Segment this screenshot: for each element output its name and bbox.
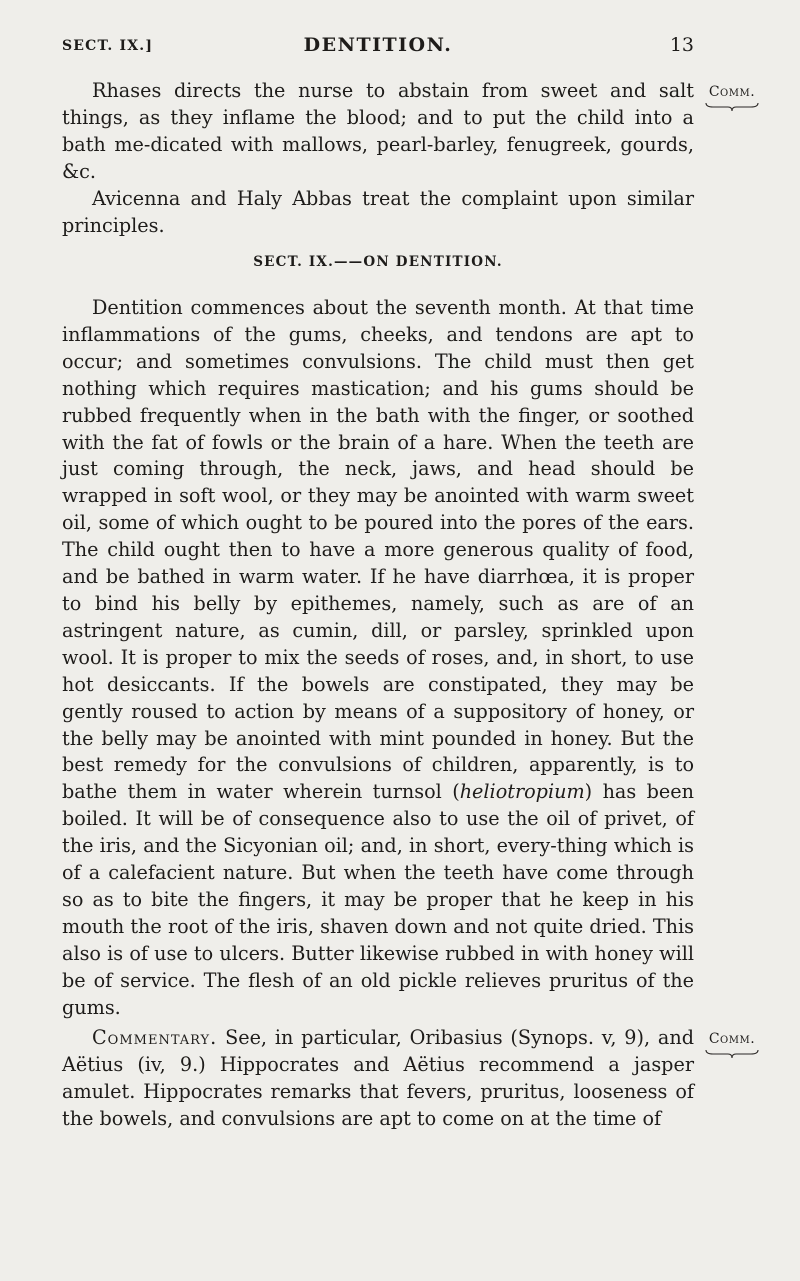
- text-span: ) has been boiled. It will be of consequence also to use the oil of privet, of the iris, and the Sicyonian oil; and, in short, every-thing which is of a calefacient nature. But when the teeth have come through so as to bite the fingers, it may be proper that he keep in his mouth the root of the iris, shaven down and not quite dried. This also is of use to ulcers. Butter likewise rubbed in with honey will be of service. The flesh of an old pickle relieves pruritus of the gums.: [62, 780, 694, 1019]
- running-head-section: SECT. IX.]: [62, 38, 154, 54]
- italic-term: heliotropium: [459, 780, 585, 804]
- commentary-label: Commentary.: [92, 1026, 218, 1049]
- commentary-block: [62, 1025, 694, 1133]
- dentition-section-body: [62, 295, 694, 1021]
- margin-note-label: Comm.: [708, 84, 756, 100]
- page-number: 13: [669, 34, 694, 56]
- brace-icon: [704, 102, 760, 112]
- text-span: Dentition commences about the seventh month. At that time inflammations of the gums, cheeks, and tendons are apt to occur; and sometimes convulsions. The child must then get nothing which requires mastication; and his gums should be rubbed frequently when in the bath with the finger, or soothed with the fat of fowls or the brain of a hare. When the teeth are just coming through, the neck, jaws, and head should be wrapped in soft wool, or they may be anointed with warm sweet oil, some of which ought to be poured into the pores of the ears. The child ought then to have a more generous quality of food, and be bathed in warm water. If he have diarrhœa, it is proper to bind his belly by epithemes, namely, such as are of an astringent nature, as cumin, dill, or parsley, sprinkled upon wool. It is proper to mix the seeds of roses, and, in short, to use hot desiccants. If the bowels are constipated, they may be gently roused to action by means of a suppository of honey, or the belly may be anointed with mint pounded in honey. But the best remedy for the convulsions of children, apparently, is to bathe them in water wherein turnsol (: [62, 296, 694, 804]
- paragraphs-before-section: [62, 78, 694, 239]
- paragraph-avicenna: Avicenna and Haly Abbas treat the complaint upon similar principles.: [62, 186, 694, 237]
- margin-note-comm: [700, 1031, 764, 1059]
- paragraph-dentition: [62, 295, 694, 1021]
- section-heading: SECT. IX.——ON DENTITION.: [253, 254, 503, 270]
- brace-icon: [704, 1049, 760, 1059]
- commentary-text: See, in particular, Oribasius (Synops. v, 9), and Aëtius (iv, 9.) Hippocrates and Aëtius recommend a jasper amulet. Hippocrates remarks that fevers, pruritus, looseness of the bowels, and convulsions are apt to come on at the time of: [62, 1026, 694, 1130]
- running-head: [62, 30, 694, 64]
- paragraph-rhases: Rhases directs the nurse to abstain from sweet and salt things, as they inflame the blood; and to put the child into a bath me-dicated with mallows, pearl-barley, fenugreek, gourds, &c.: [62, 79, 694, 183]
- paragraph-commentary: [62, 1025, 694, 1133]
- margin-note-comm: [700, 84, 764, 112]
- margin-note-label: Comm.: [708, 1031, 756, 1047]
- running-head-title: DENTITION.: [303, 34, 453, 56]
